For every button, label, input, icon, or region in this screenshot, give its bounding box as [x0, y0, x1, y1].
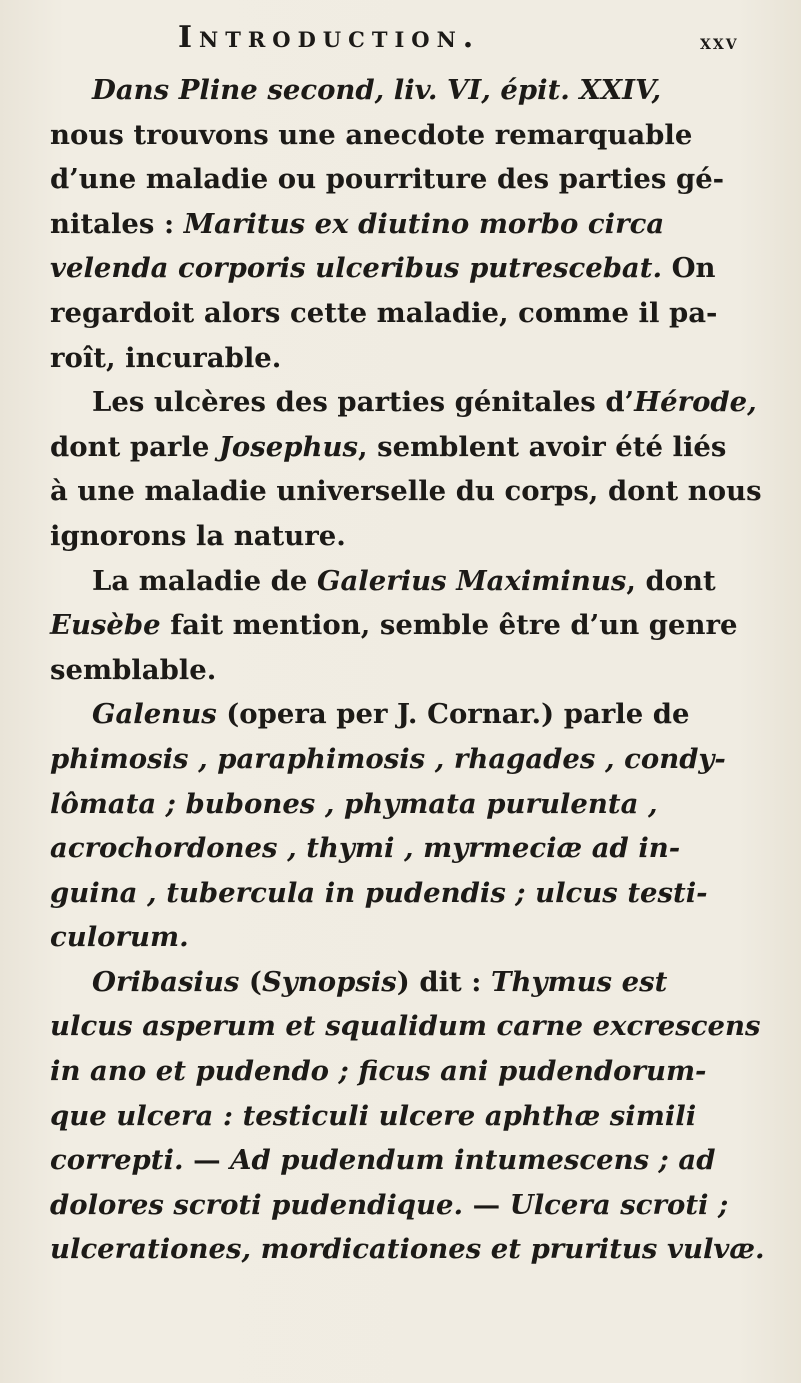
- text-line: [50, 603, 770, 648]
- text-line: [50, 514, 770, 559]
- text-line: [50, 692, 770, 737]
- italic-run: velenda corporis ulceribus putrescebat.: [50, 252, 663, 285]
- text-run: —: [183, 1144, 231, 1177]
- text-line: [50, 826, 770, 871]
- italic-run: Hérode,: [634, 386, 757, 419]
- text-line: [50, 425, 770, 470]
- text-line: [50, 960, 770, 1005]
- text-line: [50, 559, 770, 604]
- italic-run: Synopsis: [261, 965, 397, 998]
- text-line: [50, 871, 770, 916]
- text-line: [50, 202, 770, 247]
- text-line: [50, 113, 770, 158]
- paragraph: [50, 692, 770, 960]
- italic-run: Josephus: [218, 430, 358, 463]
- text-line: [50, 915, 770, 960]
- text-run: d’une maladie ou pourriture des parties gé-: [50, 163, 725, 196]
- text-run: semblable.: [50, 653, 217, 686]
- text-run: roît, incurable.: [50, 341, 282, 374]
- italic-run: Oribasius: [92, 965, 240, 998]
- paragraph: [50, 380, 770, 558]
- italic-run: que ulcera : testiculi ulcere aphthæ simili: [50, 1099, 697, 1132]
- italic-run: ulcerationes, mordicationes et pruritus vulvæ.: [50, 1233, 765, 1266]
- text-line: [50, 1094, 770, 1139]
- text-run: regardoit alors cette maladie, comme il pa-: [50, 296, 718, 329]
- text-run: —: [463, 1188, 510, 1221]
- text-run: fait mention, semble être d’un genre: [160, 609, 738, 642]
- text-line: [50, 782, 770, 827]
- text-run: , semblent avoir été liés: [357, 430, 727, 463]
- text-line: [50, 737, 770, 782]
- text-run: à une maladie universelle du corps, dont nous: [50, 475, 762, 508]
- italic-run: correpti.: [50, 1144, 184, 1177]
- italic-run: acrochordones , thymi , myrmeciæ ad in-: [50, 832, 681, 865]
- text-line: [50, 1004, 770, 1049]
- text-line: [50, 1049, 770, 1094]
- text-line: [50, 157, 770, 202]
- italic-run: in ano et pudendo ; ficus ani pudendorum-: [50, 1055, 707, 1088]
- text-run: ignorons la nature.: [50, 519, 346, 552]
- italic-run: phimosis , paraphimosis , rhagades , condy-: [50, 742, 726, 775]
- text-run: nitales :: [50, 207, 184, 240]
- italic-run: Ad pudendum intumescens ; ad: [230, 1144, 716, 1177]
- paragraph: [50, 68, 770, 380]
- paragraph: [50, 559, 770, 693]
- text-line: [50, 336, 770, 381]
- text-run: dont parle: [50, 430, 219, 463]
- italic-run: Eusèbe: [50, 609, 161, 642]
- body-text: [50, 68, 770, 1272]
- text-line: [50, 68, 770, 113]
- text-run: , dont: [626, 564, 716, 597]
- text-line: [50, 380, 770, 425]
- italic-run: lômata ; bubones , phymata purulenta ,: [50, 787, 658, 820]
- text-run: Les ulcères des parties génitales d’: [92, 386, 635, 419]
- text-line: [50, 469, 770, 514]
- text-line: [50, 246, 770, 291]
- italic-run: Thymus est: [491, 965, 668, 998]
- italic-run: ulcus asperum et squalidum carne excrescens: [50, 1010, 761, 1043]
- text-line: [50, 291, 770, 336]
- italic-run: Galerius Maximinus: [316, 564, 627, 597]
- paragraph: [50, 960, 770, 1272]
- italic-run: Maritus ex diutino morbo circa: [183, 207, 665, 240]
- text-line: [50, 1183, 770, 1228]
- text-line: [50, 1227, 770, 1272]
- italic-run: dolores scroti pudendique.: [50, 1188, 464, 1221]
- running-head-title: Introduction.: [178, 20, 481, 55]
- text-run: (: [239, 965, 262, 998]
- text-run: On: [662, 252, 716, 285]
- text-run: nous trouvons une anecdote remarquable: [50, 118, 693, 151]
- text-run: ) dit :: [396, 965, 492, 998]
- italic-run: guina , tubercula in pudendis ; ulcus testi-: [50, 876, 708, 909]
- page-number: xxv: [700, 30, 739, 54]
- text-run: La maladie de: [92, 564, 317, 597]
- italic-run: Galenus: [92, 698, 217, 731]
- text-line: [50, 1138, 770, 1183]
- italic-run: culorum.: [50, 921, 189, 954]
- text-line: [50, 648, 770, 693]
- text-run: (opera per J. Cornar.) parle de: [216, 698, 690, 731]
- italic-run: Dans Pline second, liv. VI, épit. XXIV,: [92, 74, 662, 106]
- italic-run: Ulcera scroti ;: [509, 1188, 729, 1221]
